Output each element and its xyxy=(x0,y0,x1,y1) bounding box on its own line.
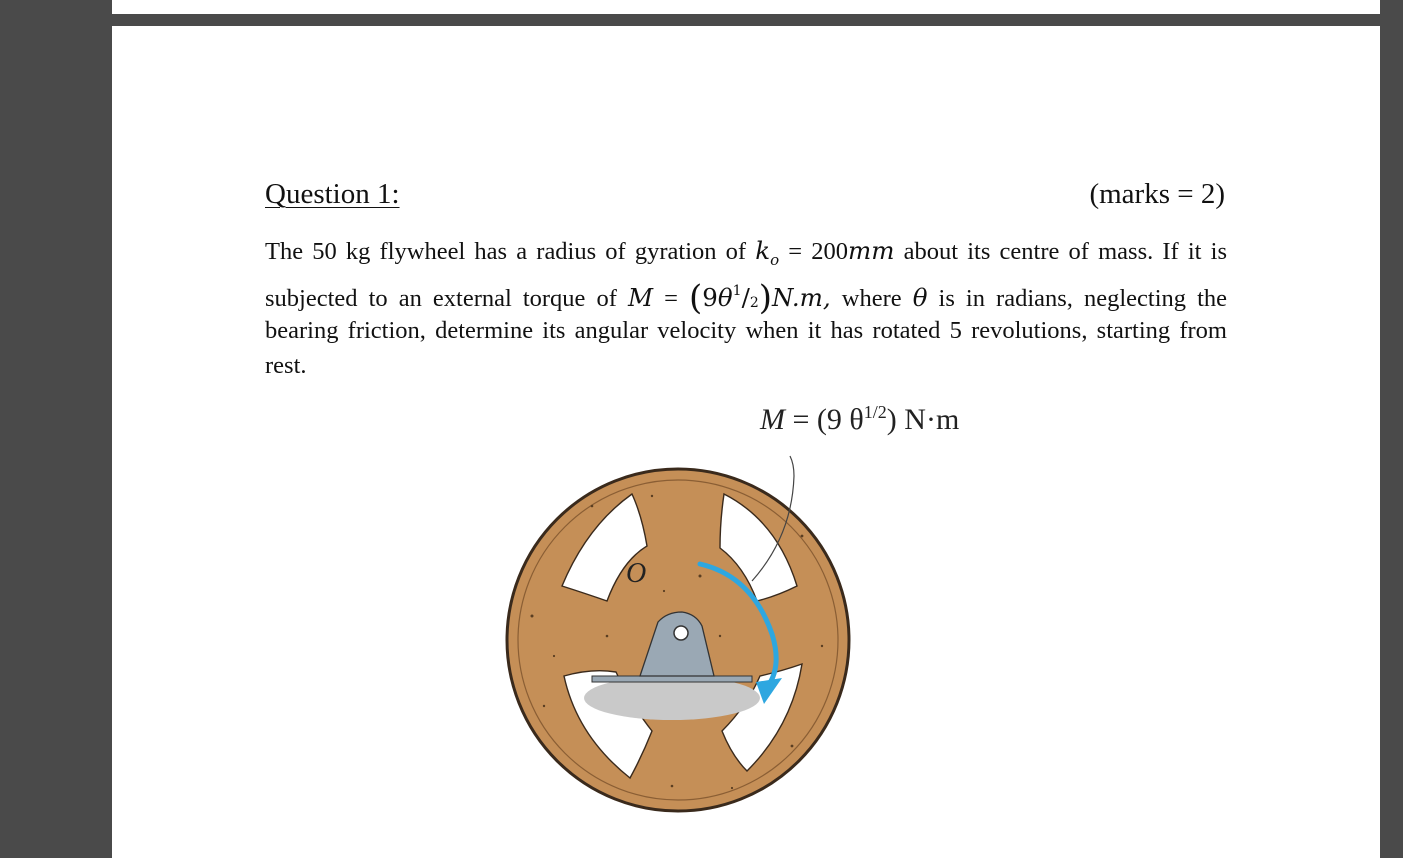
base-plate xyxy=(592,676,752,682)
question-title: Question 1: xyxy=(265,178,400,210)
question-text xyxy=(265,231,1227,385)
question-marks: (marks = 2) xyxy=(1089,178,1225,210)
question-header xyxy=(265,178,1225,218)
flywheel-figure xyxy=(492,386,1012,826)
question-line-4: rest. xyxy=(265,352,307,379)
flywheel-diagram xyxy=(492,386,1012,826)
point-O-label: O xyxy=(626,558,647,589)
question-line-3: bearing friction, determine its angular velocity when it has rotated 5 revolutions, starting from xyxy=(265,317,1227,344)
pivot-pin-O xyxy=(674,626,688,640)
ground-base xyxy=(584,676,760,720)
question-line-1: The 50 kg flywheel has a radius of gyration of $k_o = 200mm$ about its centre of mass. If it is xyxy=(265,236,1227,269)
previous-page-edge xyxy=(112,0,1380,14)
document-page xyxy=(112,26,1380,858)
torque-label: M = (9 $\theta^{1/2}$) N·m xyxy=(760,402,960,436)
question-line-2: subjected to an external torque of $M = (9\theta^1/2)N.m$, where θ is in radians, neglecting the xyxy=(265,278,1228,318)
